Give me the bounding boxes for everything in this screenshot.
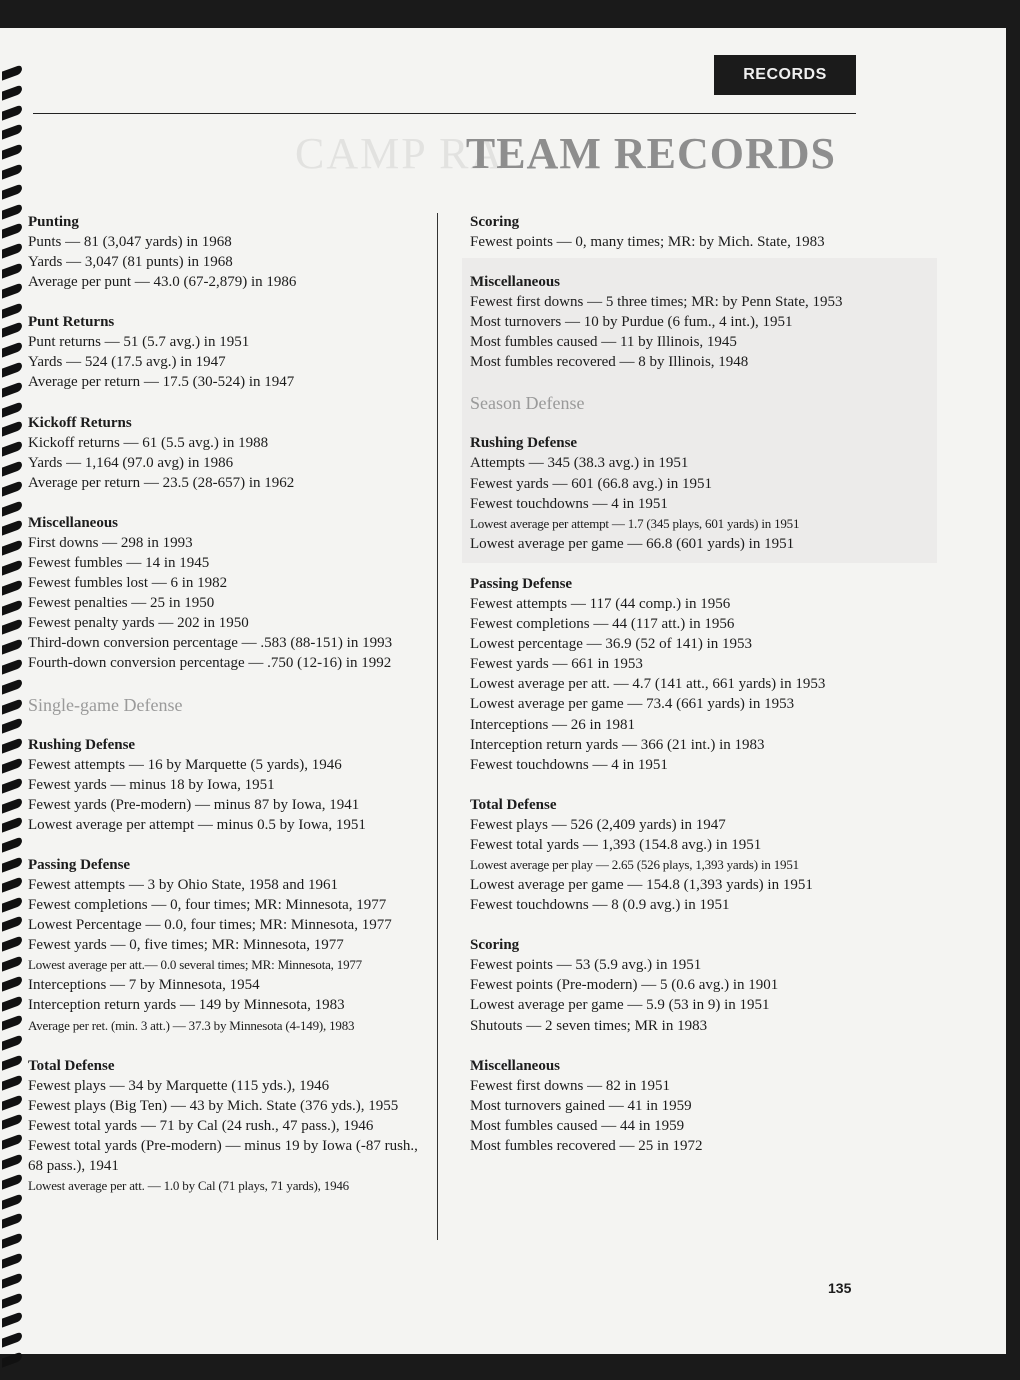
binding-coil [2,1312,22,1328]
record-line: Fewest points — 53 (5.9 avg.) in 1951 [470,957,702,974]
record-line: Interceptions — 26 in 1981 [470,716,635,733]
section-heading: Passing Defense [28,856,131,873]
binding-coil [2,1173,22,1189]
binding-coil [2,282,22,298]
record-line: Fewest yards — 661 in 1953 [470,656,643,673]
record-line: Fewest attempts — 117 (44 comp.) in 1956 [470,595,731,612]
record-line: Fewest attempts — 3 by Ohio State, 1958 and 1961 [28,876,338,893]
record-line: Fewest points (Pre-modern) — 5 (0.6 avg.) in 1901 [470,977,779,994]
document-page [0,28,1006,1354]
binding-coil [2,480,22,496]
record-section [28,513,428,674]
binding-coil [2,144,22,160]
record-line: Fewest points — 0, many times; MR: by Mich. State, 1983 [470,234,825,250]
record-line: Lowest average per attempt — 1.7 (345 plays, 601 yards) in 1951 [470,515,800,531]
binding-coil [2,342,22,358]
binding-coil [2,936,22,952]
binding-coil [2,421,22,437]
binding-coil [2,1134,22,1150]
binding-coil [2,639,22,655]
left-column [28,212,428,1216]
record-line: Attempts — 345 (38.3 avg.) in 1951 [470,455,689,472]
record-line: Third-down conversion percentage — .583 (88-151) in 1993 [28,635,393,652]
binding-coil [2,1094,22,1110]
binding-coil [2,757,22,773]
binding-coil [2,1233,22,1249]
record-line: Punt returns — 51 (5.7 avg.) in 1951 [28,334,250,351]
spiral-binding [0,68,26,1368]
binding-coil [2,1272,22,1288]
record-line: Fewest first downs — 82 in 1951 [470,1077,670,1094]
section-heading: Miscellaneous [470,1057,560,1074]
group-heading: Single-game Defense [28,694,183,715]
section-heading: Rushing Defense [470,435,578,452]
page-number: 135 [828,1280,852,1296]
binding-coil [2,1054,22,1070]
binding-coil [2,1035,22,1051]
binding-coil [2,678,22,694]
section-heading: Rushing Defense [28,736,136,753]
record-line: Lowest average per att.— 0.0 several times; MR: Minnesota, 1977 [28,957,362,973]
record-line: Fewest penalties — 25 in 1950 [28,595,215,612]
binding-coil [2,540,22,556]
binding-coil [2,1015,22,1031]
binding-coil [2,975,22,991]
binding-coil [2,1153,22,1169]
record-section [28,855,428,1036]
page-title: TEAM RECORDS [465,129,836,178]
binding-coil [2,559,22,575]
binding-coil [2,460,22,476]
record-line: Yards — 3,047 (81 punts) in 1968 [28,254,233,271]
record-line: Average per return — 17.5 (30-524) in 1947 [28,374,295,391]
section-heading: Punt Returns [28,314,115,331]
record-line: Fewest penalty yards — 202 in 1950 [28,615,249,632]
binding-coil [2,1252,22,1268]
binding-coil [2,1074,22,1090]
record-line: Fewest attempts — 16 by Marquette (5 yards), 1946 [28,756,342,773]
binding-coil [2,718,22,734]
binding-coil [2,223,22,239]
record-line: Punts — 81 (3,047 yards) in 1968 [28,234,232,250]
binding-coil [2,84,22,100]
record-line: Fewest fumbles lost — 6 in 1982 [28,575,228,592]
binding-coil [2,916,22,932]
record-section [470,272,870,372]
ghost-title: CAMP RA [295,129,505,178]
binding-coil [2,441,22,457]
section-heading: Kickoff Returns [28,414,132,431]
binding-coil [2,856,22,872]
binding-coil [2,619,22,635]
record-line: Fewest completions — 0, four times; MR: Minnesota, 1977 [28,896,387,913]
record-line: Fewest touchdowns — 4 in 1951 [470,756,668,773]
binding-coil [2,183,22,199]
record-line: Yards — 524 (17.5 avg.) in 1947 [28,354,226,371]
record-line: Yards — 1,164 (97.0 avg) in 1986 [28,454,234,471]
binding-coil [2,243,22,259]
section-heading: Punting [28,214,79,230]
record-line: Fewest total yards — 71 by Cal (24 rush., 47 pass.), 1946 [28,1117,374,1134]
record-line: Lowest average per game — 154.8 (1,393 yards) in 1951 [470,877,813,894]
binding-coil [2,995,22,1011]
record-line: Lowest average per att. — 4.7 (141 att., 661 yards) in 1953 [470,676,826,693]
record-section [470,574,870,775]
record-line: Fewest first downs — 5 three times; MR: by Penn State, 1953 [470,294,843,311]
record-section [28,735,428,835]
binding-coil [2,64,22,80]
section-heading: Scoring [470,937,520,954]
binding-coil [2,1213,22,1229]
record-line: Fewest total yards — 1,393 (154.8 avg.) in 1951 [470,836,762,853]
binding-coil [2,104,22,120]
header-rule [33,113,856,114]
binding-coil [2,1193,22,1209]
record-line: Fewest total yards (Pre-modern) — minus 19 by Iowa (-87 rush., 68 pass.), 1941 [28,1137,418,1174]
record-line: Fewest yards — minus 18 by Iowa, 1951 [28,776,275,793]
record-line: Fewest completions — 44 (117 att.) in 1956 [470,616,735,633]
section-heading: Scoring [470,214,520,230]
record-line: Fewest plays — 34 by Marquette (115 yds.), 1946 [28,1077,330,1094]
binding-coil [2,1332,22,1348]
binding-coil [2,381,22,397]
record-line: Lowest average per game — 5.9 (53 in 9) in 1951 [470,997,770,1014]
record-section [470,212,870,252]
record-section [28,413,428,493]
record-line: Fourth-down conversion percentage — .750 (12-16) in 1992 [28,655,392,672]
binding-coil [2,896,22,912]
group-heading: Season Defense [470,393,585,414]
record-line: Fewest fumbles — 14 in 1945 [28,554,210,571]
binding-coil [2,124,22,140]
record-line: Fewest yards — 0, five times; MR: Minnesota, 1977 [28,937,344,954]
record-line: Most turnovers — 10 by Purdue (6 fum., 4 int.), 1951 [470,314,793,331]
record-line: Most fumbles caused — 11 by Illinois, 1945 [470,334,737,351]
record-line: Most turnovers gained — 41 in 1959 [470,1097,692,1114]
section-heading: Miscellaneous [470,274,560,291]
binding-coil [2,797,22,813]
binding-coil [2,876,22,892]
right-column [470,212,870,1176]
binding-coil [2,203,22,219]
binding-coil [2,817,22,833]
record-line: Lowest percentage — 36.9 (52 of 141) in 1953 [470,636,753,653]
record-line: Kickoff returns — 61 (5.5 avg.) in 1988 [28,434,269,451]
record-line: Fewest yards (Pre-modern) — minus 87 by Iowa, 1941 [28,796,360,813]
record-line: Average per ret. (min. 3 att.) — 37.3 by Minnesota (4-149), 1983 [28,1017,355,1033]
record-line: Fewest plays — 526 (2,409 yards) in 1947 [470,816,726,833]
record-section [470,1056,870,1156]
record-line: Fewest plays (Big Ten) — 43 by Mich. State (376 yds.), 1955 [28,1097,399,1114]
record-line: Lowest average per att. — 1.0 by Cal (71 plays, 71 yards), 1946 [28,1178,349,1194]
record-line: Fewest touchdowns — 8 (0.9 avg.) in 1951 [470,897,730,914]
section-heading: Total Defense [28,1057,115,1074]
binding-coil [2,1114,22,1130]
record-line: Interception return yards — 366 (21 int.) in 1983 [470,736,765,753]
record-section [28,312,428,392]
record-section [28,212,428,292]
record-line: Interception return yards — 149 by Minnesota, 1983 [28,997,345,1014]
section-tab: RECORDS [714,55,856,95]
binding-coil [2,777,22,793]
record-line: Fewest yards — 601 (66.8 avg.) in 1951 [470,475,713,492]
record-line: Average per return — 23.5 (28-657) in 1962 [28,474,295,491]
binding-coil [2,658,22,674]
binding-coil [2,579,22,595]
record-section [470,433,870,553]
column-divider [437,213,438,1240]
binding-coil [2,837,22,853]
binding-coil [2,361,22,377]
binding-coil [2,698,22,714]
binding-coil [2,1351,22,1367]
record-line: First downs — 298 in 1993 [28,534,193,551]
record-line: Lowest average per game — 73.4 (661 yards) in 1953 [470,696,795,713]
record-line: Most fumbles recovered — 8 by Illinois, 1948 [470,354,749,371]
record-line: Interceptions — 7 by Minnesota, 1954 [28,977,260,994]
record-line: Lowest Percentage — 0.0, four times; MR: Minnesota, 1977 [28,917,392,934]
record-section [470,935,870,1035]
section-heading: Passing Defense [470,575,573,592]
section-heading: Miscellaneous [28,514,118,531]
binding-coil [2,1292,22,1308]
binding-coil [2,599,22,615]
binding-coil [2,163,22,179]
record-line: Most fumbles caused — 44 in 1959 [470,1117,685,1134]
record-line: Lowest average per play — 2.65 (526 plays, 1,393 yards) in 1951 [470,856,799,872]
binding-coil [2,500,22,516]
binding-coil [2,401,22,417]
record-line: Fewest touchdowns — 4 in 1951 [470,495,668,512]
binding-coil [2,520,22,536]
binding-coil [2,262,22,278]
record-line: Shutouts — 2 seven times; MR in 1983 [470,1017,708,1034]
record-section [28,1056,428,1197]
record-section [470,795,870,915]
record-line: Most fumbles recovered — 25 in 1972 [470,1137,703,1154]
record-line: Lowest average per game — 66.8 (601 yards) in 1951 [470,535,795,552]
binding-coil [2,738,22,754]
record-line: Average per punt — 43.0 (67-2,879) in 1986 [28,274,297,291]
record-line: Lowest average per attempt — minus 0.5 by Iowa, 1951 [28,816,366,833]
binding-coil [2,955,22,971]
binding-coil [2,322,22,338]
binding-coil [2,302,22,318]
section-heading: Total Defense [470,796,557,813]
